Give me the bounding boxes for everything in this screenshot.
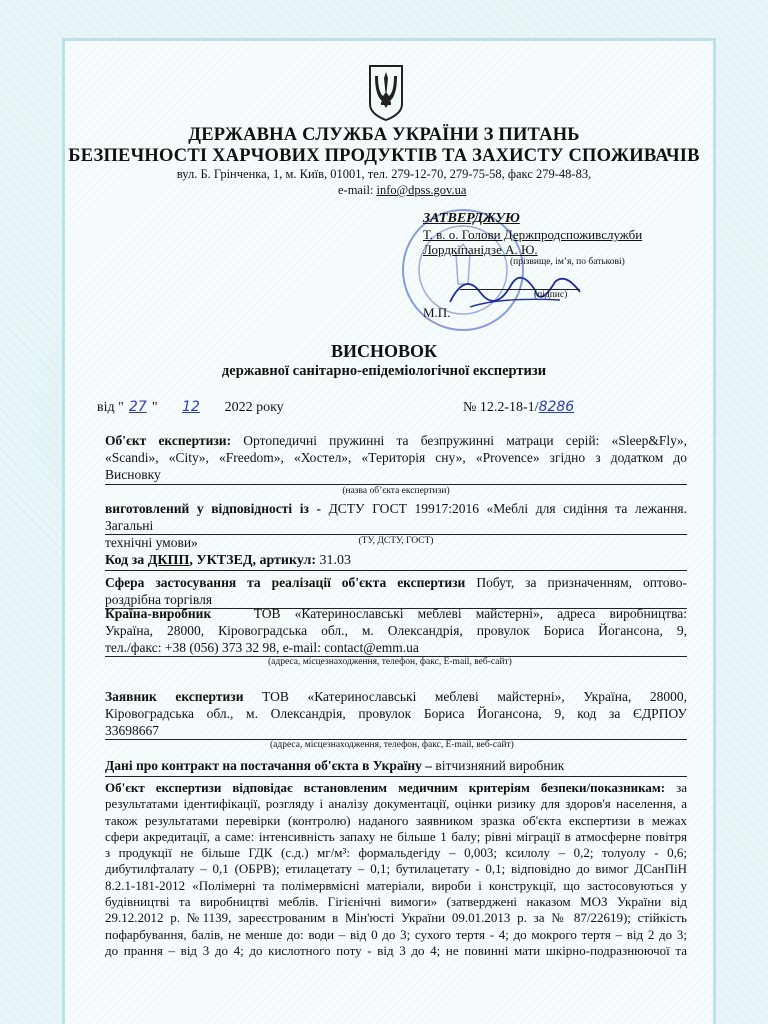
conclusion-line: результатами ідентифікації, розгляду і аналізу документації, оцінки ризику для здоров'я населення, а xyxy=(105,796,687,812)
scope-text-1: Побут, за призначенням, оптово- xyxy=(476,575,688,590)
conclusion-label: Об'єкт експертизи відповідає встановленим медичним критеріям безпеки/показникам: xyxy=(105,780,666,795)
conclusion-line: дибутилфталату – 0,1 (ОБРВ); етилацетату – 0,1; бутилацетату - 0,1; відповідно до вимог ДСанПіН xyxy=(105,861,687,877)
object-text-3: Висновку xyxy=(105,467,161,482)
approval-title: ЗАТВЕРДЖУЮ xyxy=(423,211,520,226)
standard-underline xyxy=(105,534,687,535)
conclusion-tail: за xyxy=(676,780,687,795)
registration-number-label: № 12.2-18-1/ xyxy=(463,400,539,415)
object-label: Об'єкт експертизи: xyxy=(105,433,232,448)
coat-of-arms-icon xyxy=(367,64,405,122)
conclusion-line: будівництві та виробництві меблів. Гігієнічні вимоги» (затверджені наказом МОЗ України від xyxy=(105,894,687,910)
date-month: 12 xyxy=(182,399,200,415)
registration-number-row xyxy=(463,399,647,416)
conclusion-line: до прання – від 3 до 4; до кислотного поту - від 3 до 4; не повинні мати шкірно-подразнюючої та xyxy=(105,942,687,958)
code-label: Код за xyxy=(105,553,148,568)
agency-name-line1: ДЕРЖАВНА СЛУЖБА УКРАЇНИ З ПИТАНЬ xyxy=(188,125,580,145)
code-value: 31.03 xyxy=(319,553,352,568)
scope-section xyxy=(105,574,687,608)
applicant-label: Заявник експертизи xyxy=(105,689,244,704)
object-section xyxy=(105,432,687,483)
date-year: 2022 року xyxy=(224,400,284,415)
code-rest: , УКТЗЕД, артикул: xyxy=(189,553,317,568)
producer-section xyxy=(105,605,687,656)
scope-text-2: роздрібна торгівля xyxy=(105,592,213,607)
code-row xyxy=(105,553,351,569)
agency-address: вул. Б. Грінченка, 1, м. Київ, 01001, тел. 279-12-70, 279-75-58, факс 279-48-83, xyxy=(176,167,592,181)
approval-name: Лордкіпанідзе А. Ю. xyxy=(423,242,538,257)
applicant-text-1: ТОВ «Катеринославські меблеві майстерні», Україна, 28000, xyxy=(262,689,688,704)
contract-row xyxy=(105,758,564,774)
object-caption: (назва об’єкта експертизи) xyxy=(342,486,450,496)
conclusion-line: сфери акредитації, а саме: інтенсивність запаху не більше 1 балу; рівні міграції в атмосферне повітря xyxy=(105,828,687,844)
stamp-label: М.П. xyxy=(423,305,451,320)
signature-caption: (підпис) xyxy=(534,290,568,300)
date-day: 27 xyxy=(128,399,147,415)
applicant-section xyxy=(105,688,687,739)
producer-label: Країна-виробник xyxy=(105,606,212,621)
applicant-text-2: Кіровоградська обл., м. Олександрія, провулок Бориса Йогансона, 9, код за ЄДРПОУ xyxy=(105,706,687,721)
producer-text-1: ТОВ «Катеринославські меблеві майстерні», адреса виробництва: xyxy=(253,606,688,621)
document-title: ВИСНОВОК xyxy=(330,341,438,361)
standard-label: виготовлений у відповідності із - xyxy=(105,501,321,516)
object-text-1: Ортопедичні пружинні та безпружинні матраци серій: «Sleep&Fly», xyxy=(243,433,687,448)
standard-text-1: ДСТУ ГОСТ 19917:2016 «Меблі для сидіння та лежання. Загальні xyxy=(105,501,688,533)
applicant-caption: (адреса, місцезнаходження, телефон, факс, E-mail, веб-сайт) xyxy=(270,740,514,750)
date-row xyxy=(97,399,284,416)
agency-email-row xyxy=(338,183,466,198)
code-underline xyxy=(105,570,687,571)
conclusion-line: також результатами перевірки (контролю) наданого заявником зразка об'єкта експертизи в межах xyxy=(105,812,687,828)
conclusion-line: з продукції не більше ГДК (с.д.) мг/м³: формальдегіду – 0,003; ксилолу – 0,2; толуолу - 0,6; xyxy=(105,845,687,861)
scope-label: Сфера застосування та реалізації об'єкта експертизи xyxy=(105,575,466,590)
contract-label: Дані про контракт на постачання об'єкта в Україну – xyxy=(105,758,433,773)
conclusion-line: 8.2.1-181-2012 «Полімерні та полімервмісні матеріали, вироби і конструкції, що застосовуються у xyxy=(105,877,687,893)
producer-caption: (адреса, місцезнаходження, телефон, факс, E-mail, веб-сайт) xyxy=(268,657,512,667)
date-prefix: від " xyxy=(97,400,124,415)
approval-role: Т. в. о. Голови Держпродспоживслужби xyxy=(423,227,643,242)
agency-email-label: e-mail: xyxy=(338,183,377,197)
object-text-2: «Scandi», «City», «Freedom», «Хостел», «Територія сну», «Provence» згідно з додатком до xyxy=(105,450,687,465)
document-subtitle: державної санітарно-епідеміологічної експертизи xyxy=(221,363,547,379)
object-underline xyxy=(105,484,687,485)
producer-text-2: Україна, 28000, Кіровоградська обл., м. Олександрія, провулок Бориса Йогансона, 9, xyxy=(105,623,687,638)
conclusion-line: 29.12.2012 р. №1139, зареєстрованим в Мін'юсті України 09.01.2013 р. за № 87/22619); стійкість xyxy=(105,910,687,926)
conclusion-section xyxy=(105,780,687,959)
agency-name-line2: БЕЗПЕЧНОСТІ ХАРЧОВИХ ПРОДУКТІВ ТА ЗАХИСТУ СПОЖИВАЧІВ xyxy=(68,146,700,166)
contract-underline xyxy=(105,776,687,777)
producer-text-3: тел./факс: +38 (056) 373 32 98, e-mail: contact@emm.ua xyxy=(105,640,419,655)
conclusion-line: пофарбування, балів, не менше до: води – від 0 до 3; сухого тертя - 4; до мокрого тертя – від 2 до 3; xyxy=(105,926,687,942)
agency-email-link[interactable]: info@dpss.gov.ua xyxy=(376,183,467,197)
code-dkpp: ДКПП xyxy=(147,553,190,568)
standard-text-2: технічні умови» xyxy=(105,535,198,550)
date-quote: " xyxy=(151,400,158,415)
registration-number: 8286 xyxy=(538,399,575,415)
applicant-text-3: 33698667 xyxy=(105,723,159,738)
standard-caption: (ТУ, ДСТУ, ГОСТ) xyxy=(358,536,434,546)
contract-value: вітчизняний виробник xyxy=(435,758,565,773)
approval-name-caption: (прізвище, ім’я, по батькові) xyxy=(510,257,625,267)
